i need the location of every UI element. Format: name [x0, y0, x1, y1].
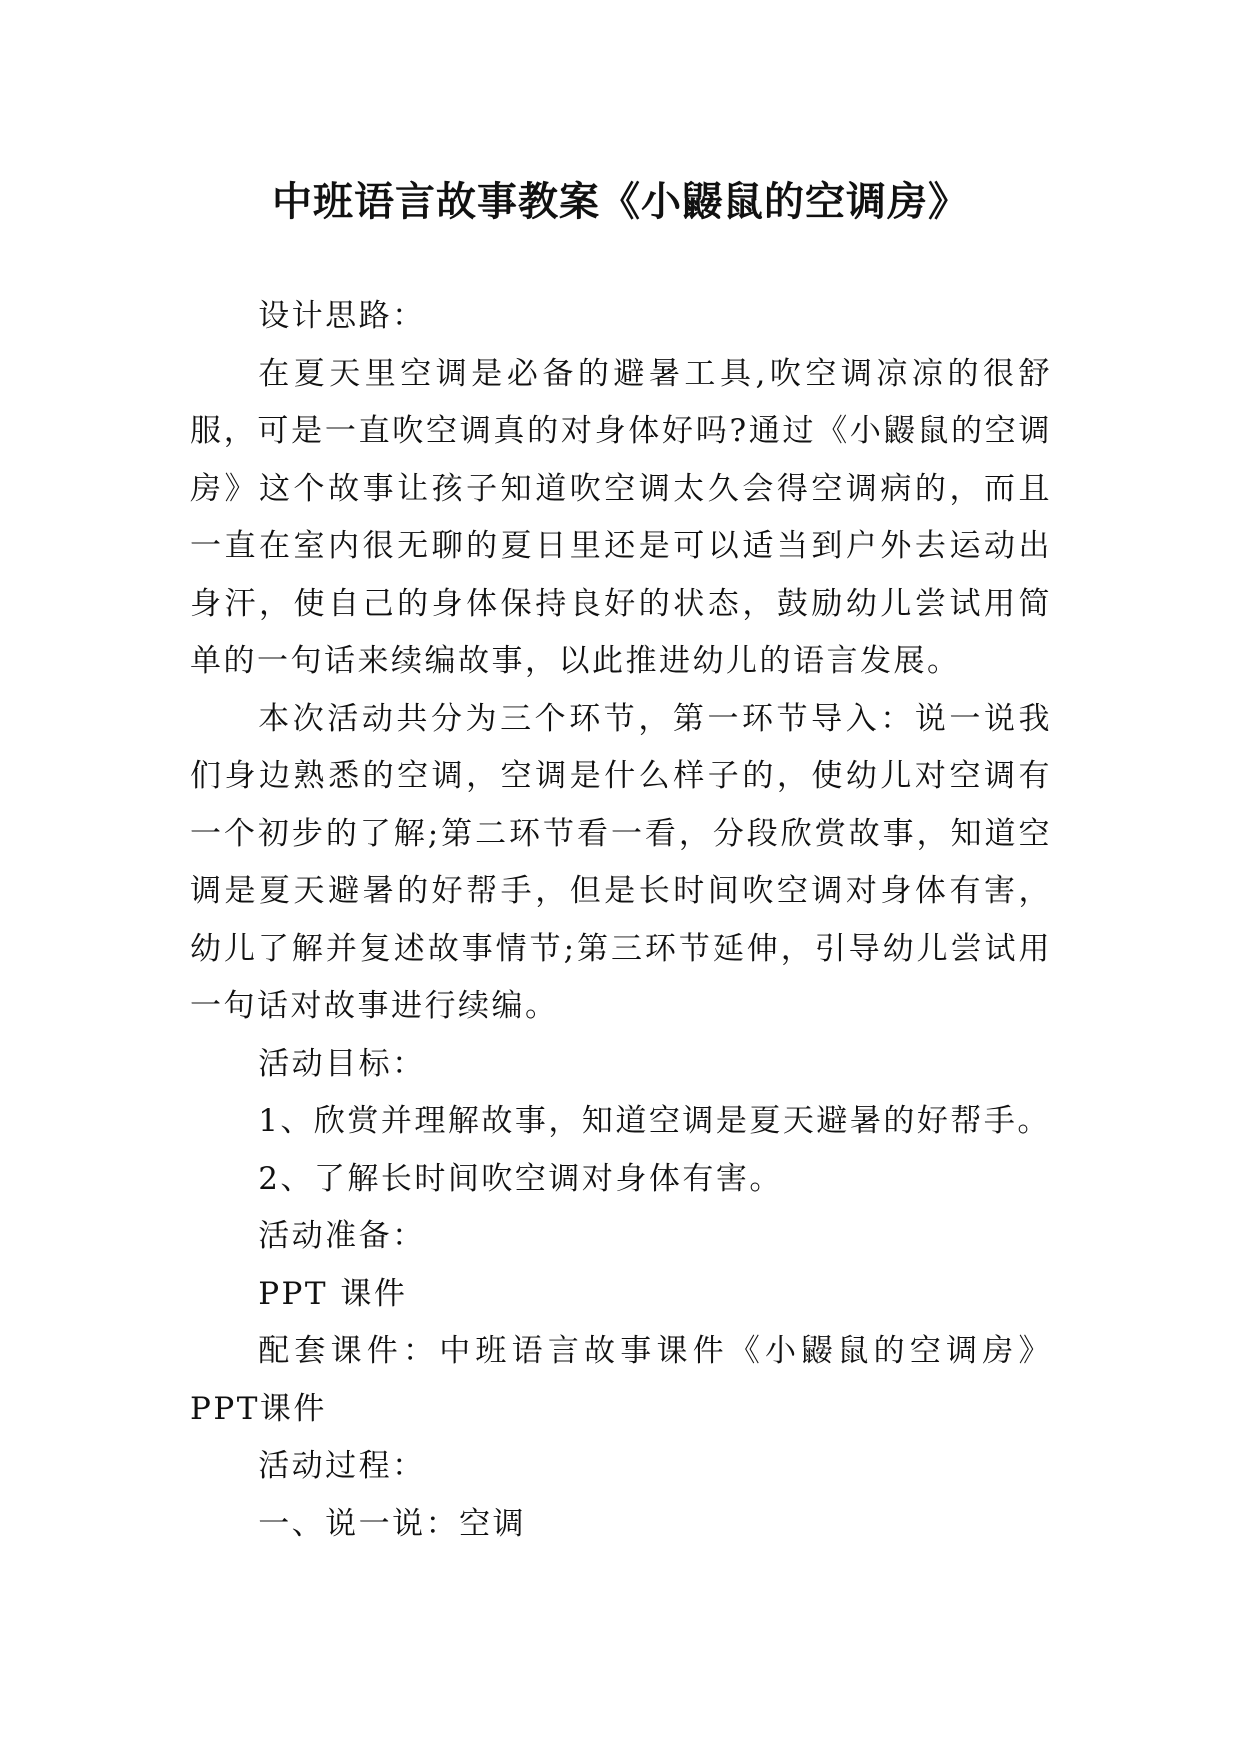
paragraph-design-idea: 在夏天里空调是必备的避暑工具,吹空调凉凉的很舒服，可是一直吹空调真的对身体好吗?通过《小鼹鼠的空调房》这个故事让孩子知道吹空调太久会得空调病的，而且一直在室内很无聊的夏日里还是可以适当到户外去运动出身汗，使自己的身体保持良好的状态，鼓励幼儿尝试用简单的一句话来续编故事，以此推进幼儿的语言发展。 [190, 355, 1052, 679]
heading-design-idea: 设计思路： [258, 298, 426, 334]
goal-item-1: 1、欣赏并理解故事，知道空调是夏天避暑的好帮手。 [258, 1103, 1051, 1139]
process-step-1: 一、说一说：空调 [258, 1505, 527, 1542]
supporting-courseware: 配套课件：中班语言故事课件《小鼹鼠的空调房》PPT课件 [190, 1333, 1052, 1427]
heading-activity-goals: 活动目标： [258, 1045, 426, 1082]
preparation-item: PPT 课件 [258, 1275, 408, 1312]
document-title: 中班语言故事教案《小鼹鼠的空调房》 [272, 178, 969, 225]
heading-activity-process: 活动过程： [258, 1448, 426, 1484]
document-body [190, 288, 1052, 1553]
goal-item-2: 2、了解长时间吹空调对身体有害。 [258, 1160, 783, 1197]
paragraph-activity-structure: 本次活动共分为三个环节，第一环节导入：说一说我们身边熟悉的空调，空调是什么样子的，使幼儿对空调有一个初步的了解;第二环节看一看，分段欣赏故事，知道空调是夏天避暑的好帮手，但是长时间吹空调对身体有害，幼儿了解并复述故事情节;第三环节延伸，引导幼儿尝试用一句话对故事进行续编。 [190, 700, 1052, 1024]
heading-activity-preparation: 活动准备： [258, 1218, 426, 1254]
